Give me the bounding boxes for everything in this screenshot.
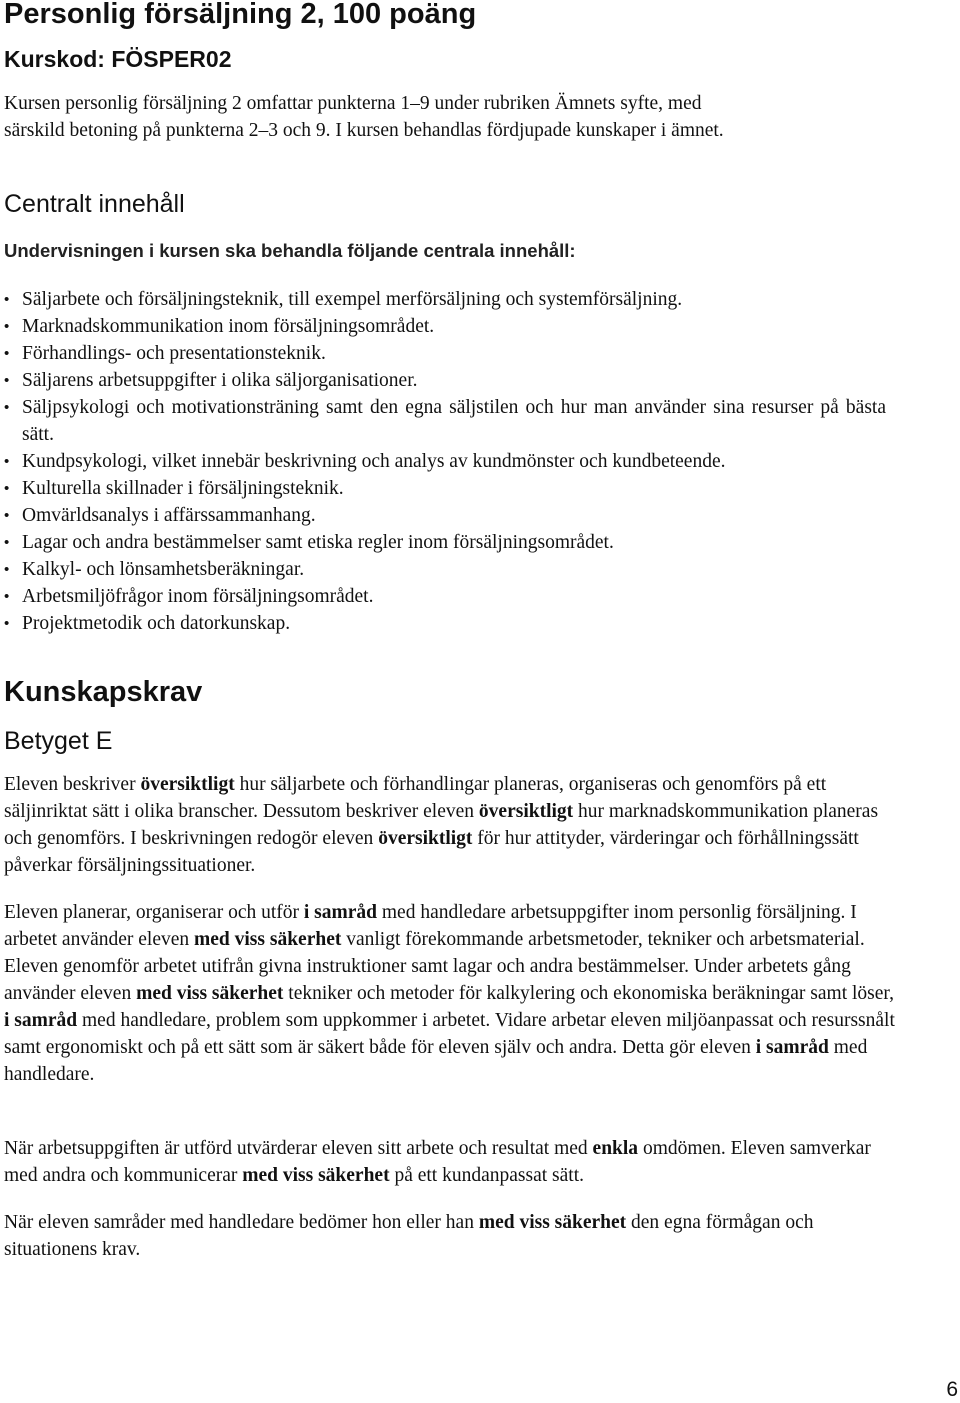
emphasis-text: i samråd [303, 902, 378, 923]
paragraph-text: med handledare arbetsuppgifter inom personlig försäljning. I arbetet använder eleven [4, 902, 857, 950]
list-item [4, 313, 904, 340]
bullet-icon: • [4, 615, 10, 632]
list-item [4, 610, 904, 637]
emphasis-text: enkla [592, 1138, 639, 1159]
list-item [4, 529, 904, 556]
list-item [4, 583, 904, 610]
emphasis-text: med viss säkerhet [242, 1165, 390, 1186]
intro-line: Kursen personlig försäljning 2 omfattar punkterna 1–9 under rubriken Ämnets syfte, med [4, 93, 702, 114]
grade-heading: Betyget E [4, 727, 113, 755]
list-item [4, 394, 904, 448]
paragraph-text: den egna förmågan och situationens krav. [4, 1212, 814, 1260]
paragraph-text: tekniker och metoder för kalkylering och ekonomiska beräkningar samt löser, [283, 983, 894, 1004]
paragraph-text: hur säljarbete och förhandlingar planeras, organiseras och genomförs på ett säljinriktat sätt i olika branscher. Dessutom beskriver eleven [4, 774, 827, 822]
list-item-text: Förhandlings- och presentationsteknik. [22, 343, 326, 364]
emphasis-text: i samråd [755, 1037, 829, 1058]
course-code: Kurskod: FÖSPER02 [4, 46, 232, 72]
list-item [4, 448, 904, 475]
requirement-paragraph [4, 899, 904, 1088]
list-item [4, 475, 904, 502]
bullet-icon: • [4, 507, 10, 524]
central-content-list [4, 286, 904, 637]
requirement-paragraph [4, 771, 904, 879]
list-item [4, 340, 904, 367]
paragraph-text: När eleven samråder med handledare bedömer hon eller han [4, 1212, 479, 1233]
list-item-text: Kundpsykologi, vilket innebär beskrivning och analys av kundmönster och kundbeteende. [22, 451, 726, 472]
bullet-icon: • [4, 453, 10, 470]
list-item-text: Projektmetodik och datorkunskap. [22, 613, 291, 634]
emphasis-text: med viss säkerhet [194, 929, 342, 950]
bullet-icon: • [4, 534, 10, 551]
list-item-text: Omvärldsanalys i affärssammanhang. [22, 505, 316, 526]
bullet-icon: • [4, 399, 10, 416]
bullet-icon: • [4, 588, 10, 605]
list-item-text: Arbetsmiljöfrågor inom försäljningsområdet. [22, 586, 374, 607]
list-item-text: Lagar och andra bestämmelser samt etiska regler inom försäljningsområdet. [22, 532, 614, 553]
central-content-lead: Undervisningen i kursen ska behandla följande centrala innehåll: [4, 240, 576, 261]
emphasis-text: översiktligt [478, 801, 574, 822]
list-item [4, 556, 904, 583]
requirement-paragraph [4, 1135, 904, 1189]
list-item [4, 367, 904, 394]
paragraph-text: på ett kundanpassat sätt. [389, 1165, 584, 1186]
bullet-icon: • [4, 372, 10, 389]
emphasis-text: översiktligt [140, 774, 235, 795]
paragraph-text: Eleven beskriver [4, 774, 141, 795]
requirements-heading: Kunskapskrav [4, 676, 203, 708]
list-item-text: Säljpsykologi och motivationsträning samt den egna säljstilen och hur man använder sina resurser på bästa sätt. [22, 397, 886, 445]
list-item [4, 502, 904, 529]
bullet-icon: • [4, 561, 10, 578]
list-item-text: Kulturella skillnader i försäljningsteknik. [22, 478, 344, 499]
emphasis-text: översiktligt [378, 828, 473, 849]
list-item-text: Säljarens arbetsuppgifter i olika säljorganisationer. [22, 370, 418, 391]
bullet-icon: • [4, 318, 10, 335]
list-item-text: Kalkyl- och lönsamhetsberäkningar. [22, 559, 305, 580]
page-number: 6 [946, 1378, 958, 1401]
list-item-text: Säljarbete och försäljningsteknik, till exempel merförsäljning och systemförsäljning. [22, 289, 683, 310]
intro-line: särskild betoning på punkterna 2–3 och 9. I kursen behandlas fördjupade kunskaper i ämnet. [4, 120, 724, 141]
bullet-icon: • [4, 345, 10, 362]
paragraph-text: vanligt förekommande arbetsmetoder, tekniker och arbetsmaterial. Eleven genomför arbetet utifrån givna instruktioner samt lagar och andra bestämmelser. Under arbetets gång använder eleven [4, 929, 865, 1004]
paragraph-text: Eleven planerar, organiserar och utför [4, 902, 304, 923]
paragraph-text: När arbetsuppgiften är utförd utvärderar eleven sitt arbete och resultat med [4, 1138, 593, 1159]
paragraph-text: för hur attityder, värderingar och förhållningssätt påverkar försäljningssituationer. [4, 828, 859, 876]
paragraph-text: med handledare. [4, 1037, 868, 1085]
paragraph-text: med handledare, problem som uppkommer i arbetet. Vidare arbetar eleven miljöanpassat och resurssnålt samt ergonomiskt och på ett sätt som är säkert både för eleven själv och andra. Detta gör eleven [4, 1010, 895, 1058]
central-content-heading: Centralt innehåll [4, 190, 185, 218]
bullet-icon: • [4, 480, 10, 497]
emphasis-text: med viss säkerhet [136, 983, 284, 1004]
bullet-icon: • [4, 291, 10, 308]
list-item-text: Marknadskommunikation inom försäljningsområdet. [22, 316, 435, 337]
emphasis-text: med viss säkerhet [478, 1212, 627, 1233]
paragraph-text: omdömen. Eleven samverkar med andra och kommunicerar [4, 1138, 871, 1186]
requirement-paragraph [4, 1209, 904, 1263]
emphasis-text: i samråd [4, 1010, 78, 1031]
course-title: Personlig försäljning 2, 100 poäng [4, 0, 477, 30]
course-intro [4, 90, 884, 144]
paragraph-text: hur marknadskommunikation planeras och genomförs. I beskrivningen redogör eleven [4, 801, 879, 849]
list-item [4, 286, 904, 313]
